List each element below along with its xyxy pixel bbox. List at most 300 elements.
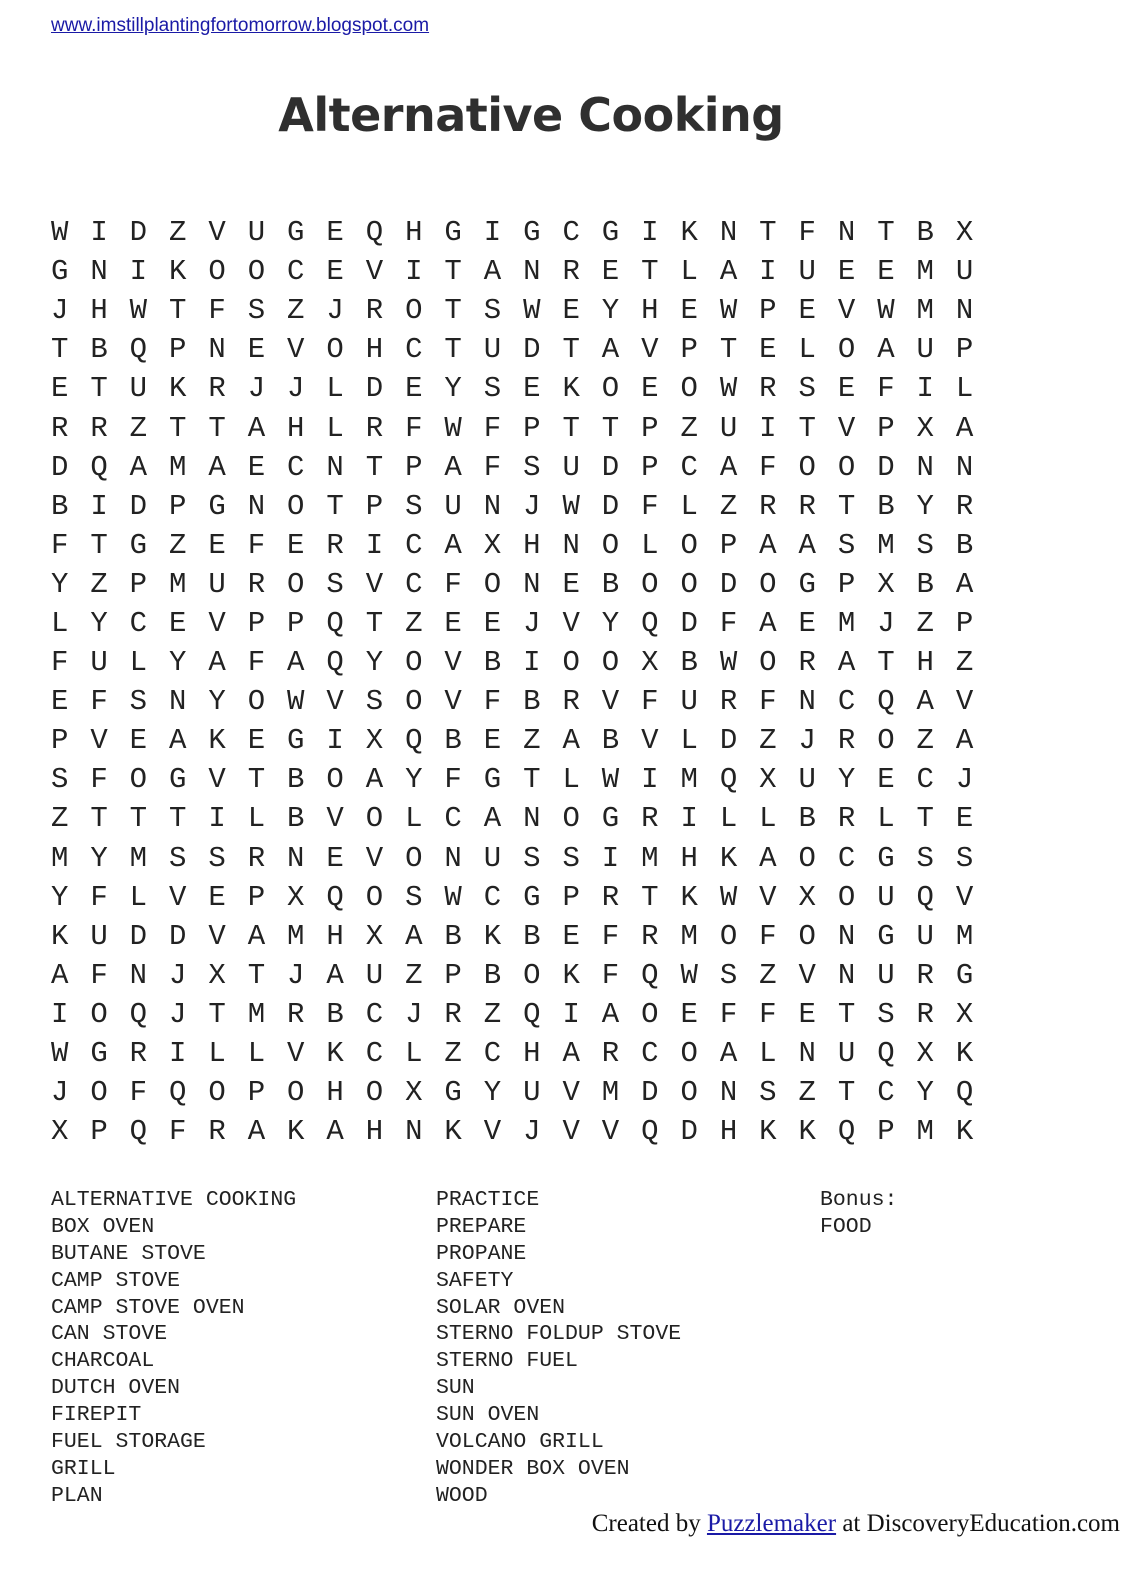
grid-letter: B <box>798 802 816 836</box>
word-list-item: VOLCANO GRILL <box>436 1430 604 1455</box>
grid-letter: F <box>483 685 502 719</box>
grid-letter: A <box>365 763 384 797</box>
grid-letter: P <box>247 1076 266 1110</box>
grid-letter: E <box>955 802 974 836</box>
grid-letter: J <box>50 1076 69 1110</box>
grid-letter: H <box>405 216 423 250</box>
grid-letter: C <box>287 255 305 289</box>
grid-letter: S <box>208 841 226 875</box>
grid-letter: R <box>916 997 934 1031</box>
grid-letter: U <box>877 958 895 992</box>
grid-letter: T <box>877 646 895 680</box>
footer-prefix: Created by <box>591 1510 707 1537</box>
grid-letter: O <box>405 646 423 680</box>
grid-letter: E <box>405 372 423 406</box>
grid-letter: R <box>365 294 384 328</box>
grid-letter: R <box>562 685 580 719</box>
grid-letter: Z <box>798 1076 816 1110</box>
grid-letter: T <box>837 1076 856 1110</box>
grid-letter: Y <box>483 1076 502 1110</box>
grid-letter: O <box>405 294 423 328</box>
grid-letter: M <box>955 919 974 953</box>
grid-letter: U <box>208 567 226 601</box>
grid-letter: R <box>641 919 659 953</box>
grid-letter: Z <box>523 724 541 758</box>
grid-letter: L <box>562 763 580 797</box>
grid-letter: O <box>877 724 895 758</box>
grid-letter: O <box>287 489 305 523</box>
grid-letter: R <box>955 489 974 523</box>
grid-letter: A <box>916 685 934 719</box>
grid-letter: V <box>798 958 816 992</box>
grid-letter: W <box>562 489 580 523</box>
word-list-item: CAMP STOVE <box>51 1268 181 1293</box>
grid-letter: Q <box>365 216 384 250</box>
grid-letter: Q <box>405 724 423 758</box>
grid-letter: O <box>247 255 266 289</box>
grid-letter: W <box>601 763 620 797</box>
grid-letter: B <box>601 724 620 758</box>
grid-letter: T <box>247 958 266 992</box>
grid-letter: O <box>90 1076 108 1110</box>
grid-letter: V <box>641 724 659 758</box>
word-list-item: CAN STOVE <box>51 1322 168 1347</box>
grid-letter: Y <box>405 763 423 797</box>
grid-letter: E <box>759 333 777 367</box>
grid-letter: N <box>837 216 856 250</box>
grid-letter: Q <box>641 1115 659 1149</box>
grid-letter: Z <box>916 724 934 758</box>
grid-letter: Q <box>877 685 895 719</box>
grid-letter: R <box>798 489 816 523</box>
grid-letter: D <box>680 1115 698 1149</box>
grid-letter: M <box>50 841 69 875</box>
grid-letter: N <box>562 528 580 562</box>
grid-letter: E <box>326 255 344 289</box>
grid-letter: Z <box>90 567 108 601</box>
grid-letter: U <box>955 255 974 289</box>
word-list-item: FOOD <box>820 1214 872 1239</box>
grid-row <box>40 878 984 917</box>
grid-letter: D <box>877 450 895 484</box>
grid-letter: O <box>680 567 698 601</box>
grid-letter: F <box>90 685 108 719</box>
grid-letter: E <box>208 528 226 562</box>
grid-letter: P <box>562 880 580 914</box>
grid-letter: Y <box>90 841 108 875</box>
grid-letter: S <box>562 841 580 875</box>
grid-letter: F <box>601 919 620 953</box>
grid-letter: U <box>680 685 698 719</box>
grid-letter: A <box>444 528 462 562</box>
grid-letter: B <box>916 216 934 250</box>
grid-letter: V <box>955 685 974 719</box>
grid-letter: N <box>798 685 816 719</box>
grid-letter: M <box>641 841 659 875</box>
grid-letter: O <box>641 567 659 601</box>
grid-letter: D <box>129 489 148 523</box>
grid-letter: U <box>90 646 108 680</box>
grid-letter: F <box>169 1115 187 1149</box>
grid-letter: R <box>798 646 816 680</box>
grid-letter: O <box>365 802 384 836</box>
grid-letter: Z <box>405 606 423 640</box>
grid-letter: V <box>955 880 974 914</box>
grid-letter: P <box>523 411 541 445</box>
grid-letter: R <box>50 411 69 445</box>
grid-letter: T <box>523 763 541 797</box>
grid-letter: X <box>759 763 777 797</box>
grid-letter: U <box>837 1037 856 1071</box>
grid-letter: W <box>877 294 895 328</box>
grid-letter: A <box>719 1037 738 1071</box>
grid-letter: E <box>562 294 580 328</box>
grid-letter: K <box>50 919 69 953</box>
grid-letter: U <box>483 333 502 367</box>
footer-suffix: at DiscoveryEducation.com <box>836 1510 1120 1537</box>
blog-link[interactable]: www.imstillplantingfortomorrow.blogspot.com <box>51 15 430 36</box>
grid-letter: O <box>680 1037 698 1071</box>
grid-letter: T <box>50 333 69 367</box>
grid-letter: C <box>483 880 502 914</box>
grid-letter: I <box>916 372 934 406</box>
grid-letter: B <box>680 646 698 680</box>
grid-letter: G <box>444 1076 462 1110</box>
grid-letter: J <box>169 997 187 1031</box>
grid-letter: J <box>523 1115 541 1149</box>
grid-letter: M <box>916 255 934 289</box>
grid-letter: E <box>641 372 659 406</box>
grid-letter: O <box>759 567 777 601</box>
grid-letter: J <box>877 606 895 640</box>
grid-letter: W <box>129 294 148 328</box>
grid-letter: P <box>955 606 974 640</box>
grid-letter: F <box>601 958 620 992</box>
grid-letter: M <box>247 997 266 1031</box>
grid-letter: S <box>405 880 423 914</box>
grid-letter: O <box>719 919 738 953</box>
grid-letter: J <box>287 372 305 406</box>
grid-letter: X <box>365 724 384 758</box>
grid-letter: C <box>444 802 462 836</box>
grid-letter: T <box>759 216 777 250</box>
grid-letter: E <box>444 606 462 640</box>
grid-letter: P <box>955 333 974 367</box>
grid-letter: K <box>680 880 698 914</box>
grid-letter: N <box>719 216 738 250</box>
grid-letter: Q <box>326 606 344 640</box>
grid-letter: C <box>641 1037 659 1071</box>
grid-letter: C <box>562 216 580 250</box>
word-list-item: CHARCOAL <box>51 1349 155 1374</box>
grid-letter: Z <box>405 958 423 992</box>
grid-letter: P <box>641 411 659 445</box>
grid-letter: B <box>877 489 895 523</box>
grid-letter: X <box>365 919 384 953</box>
grid-letter: D <box>129 216 148 250</box>
grid-letter: L <box>326 411 344 445</box>
grid-row <box>40 1034 984 1073</box>
word-list-item: STERNO FOLDUP STOVE <box>436 1322 682 1347</box>
grid-letter: I <box>523 646 541 680</box>
grid-row <box>40 487 984 526</box>
word-list-item: STERNO FUEL <box>436 1349 578 1374</box>
grid-letter: V <box>287 1037 305 1071</box>
grid-letter: Y <box>916 489 934 523</box>
grid-letter: V <box>365 567 384 601</box>
grid-letter: O <box>405 841 423 875</box>
grid-letter: Q <box>129 997 148 1031</box>
grid-letter: S <box>719 958 738 992</box>
grid-letter: Z <box>719 489 738 523</box>
grid-letter: D <box>365 372 384 406</box>
grid-letter: M <box>287 919 305 953</box>
grid-letter: D <box>641 1076 659 1110</box>
grid-letter: A <box>287 646 305 680</box>
grid-letter: J <box>523 606 541 640</box>
grid-letter: L <box>326 372 344 406</box>
grid-letter: P <box>247 880 266 914</box>
grid-letter: B <box>483 958 502 992</box>
grid-letter: C <box>405 528 423 562</box>
grid-letter: C <box>365 1037 384 1071</box>
grid-letter: E <box>326 841 344 875</box>
grid-letter: X <box>916 1037 934 1071</box>
grid-letter: C <box>129 606 148 640</box>
word-list-item: PREPARE <box>436 1214 527 1239</box>
grid-letter: K <box>444 1115 462 1149</box>
word-list-item: SUN OVEN <box>436 1403 540 1428</box>
grid-letter: G <box>208 489 226 523</box>
grid-letter: T <box>365 450 384 484</box>
grid-letter: Y <box>601 606 620 640</box>
grid-letter: X <box>955 216 974 250</box>
grid-letter: E <box>208 880 226 914</box>
grid-letter: B <box>287 763 305 797</box>
word-list-item: WOOD <box>436 1483 488 1508</box>
grid-letter: S <box>365 685 384 719</box>
grid-letter: E <box>129 724 148 758</box>
grid-letter: O <box>90 997 108 1031</box>
grid-row <box>40 760 984 799</box>
grid-letter: G <box>877 841 895 875</box>
grid-letter: E <box>798 997 816 1031</box>
grid-letter: N <box>405 1115 423 1149</box>
grid-letter: T <box>90 372 108 406</box>
grid-letter: A <box>483 802 502 836</box>
grid-letter: Q <box>916 880 934 914</box>
grid-letter: B <box>326 997 344 1031</box>
grid-letter: P <box>680 333 698 367</box>
grid-letter: A <box>562 724 580 758</box>
grid-letter: V <box>641 333 659 367</box>
word-list-item: GRILL <box>51 1456 116 1481</box>
grid-letter: I <box>759 255 777 289</box>
grid-letter: L <box>680 489 698 523</box>
grid-letter: E <box>483 606 502 640</box>
grid-letter: I <box>680 802 698 836</box>
grid-letter: R <box>247 841 266 875</box>
grid-letter: M <box>169 567 187 601</box>
grid-letter: M <box>680 919 698 953</box>
grid-letter: E <box>247 450 266 484</box>
grid-letter: U <box>798 255 816 289</box>
grid-letter: A <box>601 997 620 1031</box>
grid-letter: B <box>287 802 305 836</box>
grid-letter: F <box>759 997 777 1031</box>
grid-letter: R <box>129 1037 148 1071</box>
grid-letter: V <box>444 685 462 719</box>
grid-letter: T <box>169 294 187 328</box>
grid-letter: I <box>365 528 384 562</box>
grid-letter: F <box>759 685 777 719</box>
grid-letter: R <box>759 489 777 523</box>
grid-letter: F <box>90 958 108 992</box>
grid-letter: C <box>405 567 423 601</box>
grid-letter: S <box>129 685 148 719</box>
grid-letter: N <box>169 685 187 719</box>
grid-letter: V <box>837 411 856 445</box>
grid-letter: O <box>601 646 620 680</box>
grid-letter: K <box>169 255 187 289</box>
grid-letter: Z <box>759 724 777 758</box>
grid-letter: V <box>326 802 344 836</box>
grid-letter: I <box>601 841 620 875</box>
grid-letter: J <box>405 997 423 1031</box>
grid-letter: W <box>444 411 462 445</box>
grid-letter: U <box>483 841 502 875</box>
grid-row <box>40 526 984 565</box>
grid-letter: E <box>169 606 187 640</box>
grid-letter: I <box>129 255 148 289</box>
grid-letter: W <box>523 294 541 328</box>
grid-letter: J <box>955 763 974 797</box>
grid-letter: Z <box>169 528 187 562</box>
grid-letter: P <box>719 528 738 562</box>
grid-letter: F <box>90 763 108 797</box>
grid-letter: O <box>208 255 226 289</box>
grid-row <box>40 252 984 291</box>
grid-letter: E <box>326 216 344 250</box>
grid-letter: V <box>208 606 226 640</box>
grid-letter: Y <box>916 1076 934 1110</box>
grid-letter: T <box>562 411 580 445</box>
grid-letter: O <box>837 333 856 367</box>
grid-letter: I <box>90 216 108 250</box>
grid-letter: R <box>837 802 856 836</box>
grid-letter: S <box>405 489 423 523</box>
grid-letter: L <box>680 724 698 758</box>
grid-letter: Z <box>287 294 305 328</box>
grid-letter: P <box>90 1115 108 1149</box>
grid-letter: Z <box>916 606 934 640</box>
grid-letter: H <box>90 294 108 328</box>
grid-letter: K <box>955 1037 974 1071</box>
grid-letter: O <box>680 528 698 562</box>
grid-letter: K <box>208 724 226 758</box>
grid-letter: G <box>483 763 502 797</box>
grid-letter: D <box>129 919 148 953</box>
grid-letter: Z <box>759 958 777 992</box>
grid-letter: L <box>129 880 148 914</box>
grid-letter: T <box>90 528 108 562</box>
grid-letter: H <box>326 1076 344 1110</box>
grid-letter: P <box>287 606 305 640</box>
puzzlemaker-link[interactable]: Puzzlemaker <box>706 1510 837 1537</box>
grid-row <box>40 213 984 252</box>
grid-letter: O <box>837 880 856 914</box>
grid-letter: E <box>562 919 580 953</box>
grid-letter: A <box>208 450 226 484</box>
grid-letter: A <box>798 528 816 562</box>
grid-letter: C <box>877 1076 895 1110</box>
grid-letter: I <box>169 1037 187 1071</box>
grid-letter: A <box>955 567 974 601</box>
grid-letter: X <box>916 411 934 445</box>
grid-letter: V <box>562 1076 580 1110</box>
grid-letter: P <box>169 489 187 523</box>
grid-letter: R <box>287 997 305 1031</box>
grid-letter: F <box>798 216 816 250</box>
grid-letter: O <box>483 567 502 601</box>
grid-letter: L <box>641 528 659 562</box>
grid-letter: E <box>798 606 816 640</box>
grid-letter: E <box>837 372 856 406</box>
grid-letter: O <box>601 372 620 406</box>
grid-letter: N <box>916 450 934 484</box>
grid-letter: L <box>405 802 423 836</box>
grid-letter: X <box>955 997 974 1031</box>
word-list-column-3 <box>820 1187 897 1241</box>
grid-letter: B <box>523 685 541 719</box>
grid-letter: R <box>601 880 620 914</box>
grid-letter: P <box>247 606 266 640</box>
grid-letter: P <box>169 333 187 367</box>
grid-letter: T <box>837 997 856 1031</box>
grid-letter: T <box>798 411 816 445</box>
grid-letter: U <box>719 411 738 445</box>
grid-letter: A <box>719 450 738 484</box>
grid-letter: A <box>601 333 620 367</box>
grid-letter: U <box>916 333 934 367</box>
grid-letter: V <box>562 606 580 640</box>
grid-letter: T <box>365 606 384 640</box>
grid-letter: Q <box>169 1076 187 1110</box>
grid-letter: R <box>719 685 738 719</box>
grid-letter: L <box>129 646 148 680</box>
grid-letter: L <box>680 255 698 289</box>
grid-letter: T <box>444 333 462 367</box>
grid-letter: Z <box>483 997 502 1031</box>
grid-letter: Q <box>523 997 541 1031</box>
grid-letter: W <box>50 216 69 250</box>
grid-letter: N <box>129 958 148 992</box>
grid-letter: H <box>916 646 934 680</box>
grid-letter: Q <box>641 958 659 992</box>
grid-letter: H <box>326 919 344 953</box>
grid-letter: G <box>601 802 620 836</box>
grid-letter: F <box>719 606 738 640</box>
grid-letter: K <box>287 1115 305 1149</box>
word-list-item: BOX OVEN <box>51 1214 155 1239</box>
grid-letter: T <box>877 216 895 250</box>
grid-letter: E <box>877 255 895 289</box>
grid-letter: G <box>50 255 69 289</box>
grid-letter: Y <box>50 880 69 914</box>
footer-credit <box>592 1510 1120 1538</box>
grid-letter: I <box>90 489 108 523</box>
grid-letter: B <box>90 333 108 367</box>
